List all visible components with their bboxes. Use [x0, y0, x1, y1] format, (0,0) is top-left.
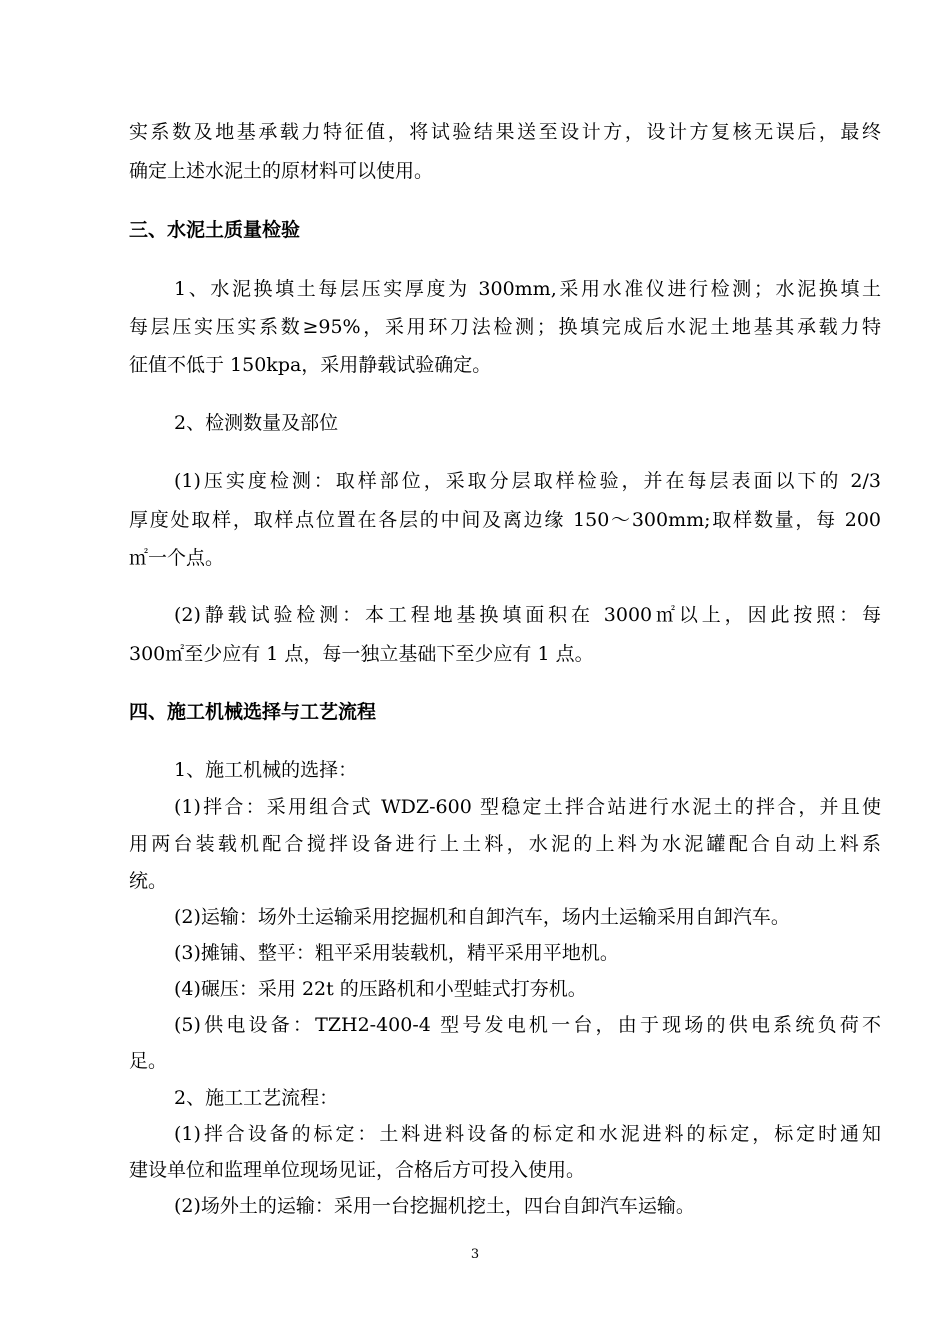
paragraph-line: (4)碾压：采用 22t 的压路机和小型蛙式打夯机。 [174, 978, 587, 1000]
page-number: 3 [470, 1247, 480, 1262]
section-heading: 三、水泥土质量检验 [129, 219, 301, 241]
paragraph-line: 统。 [129, 870, 168, 892]
paragraph-line: 300㎡至少应有 1 点，每一独立基础下至少应有 1 点。 [129, 643, 594, 665]
paragraph-line: 1、施工机械的选择： [174, 759, 358, 781]
paragraph-line: (1)拌合：采用组合式 WDZ-600 型稳定土拌合站进行水泥土的拌合，并且使 [174, 796, 881, 818]
paragraph-line: 实系数及地基承载力特征值，将试验结果送至设计方，设计方复核无误后，最终 [129, 121, 881, 143]
paragraph-line: 用两台装载机配合搅拌设备进行上土料，水泥的上料为水泥罐配合自动上料系 [129, 833, 881, 855]
paragraph-line: 建设单位和监理单位现场见证，合格后方可投入使用。 [129, 1159, 586, 1181]
paragraph-line: 确定上述水泥土的原材料可以使用。 [129, 160, 434, 182]
paragraph-line: 征值不低于 150kpa，采用静载试验确定。 [129, 354, 492, 376]
paragraph-line: 每层压实压实系数≥95%，采用环刀法检测；换填完成后水泥土地基其承载力特 [129, 316, 881, 338]
paragraph-line: ㎡一个点。 [129, 547, 225, 569]
paragraph-line: (2)场外土的运输：采用一台挖掘机挖土，四台自卸汽车运输。 [174, 1195, 695, 1217]
paragraph-line: (2)运输：场外土运输采用挖掘机和自卸汽车，场内土运输采用自卸汽车。 [174, 906, 790, 928]
paragraph-line: 足。 [129, 1050, 168, 1072]
section-heading: 四、施工机械选择与工艺流程 [129, 701, 377, 723]
paragraph-line: 1、水泥换填土每层压实厚度为 300mm,采用水准仪进行检测；水泥换填土 [174, 278, 881, 300]
paragraph-line: (5)供电设备：TZH2-400-4 型号发电机一台，由于现场的供电系统负荷不 [174, 1014, 881, 1036]
paragraph-line: (1)拌合设备的标定：土料进料设备的标定和水泥进料的标定，标定时通知 [174, 1123, 881, 1145]
paragraph-line: (3)摊铺、整平：粗平采用装载机，精平采用平地机。 [174, 942, 619, 964]
paragraph-line: 2、检测数量及部位 [174, 412, 339, 434]
paragraph-line: 厚度处取样，取样点位置在各层的中间及离边缘 150～300mm;取样数量，每 200 [129, 509, 881, 531]
paragraph-line: (1)压实度检测：取样部位，采取分层取样检验，并在每层表面以下的 2/3 [174, 470, 881, 492]
paragraph-line: 2、施工工艺流程： [174, 1087, 339, 1109]
paragraph-line: (2)静载试验检测：本工程地基换填面积在 3000㎡以上，因此按照：每 [174, 604, 881, 626]
